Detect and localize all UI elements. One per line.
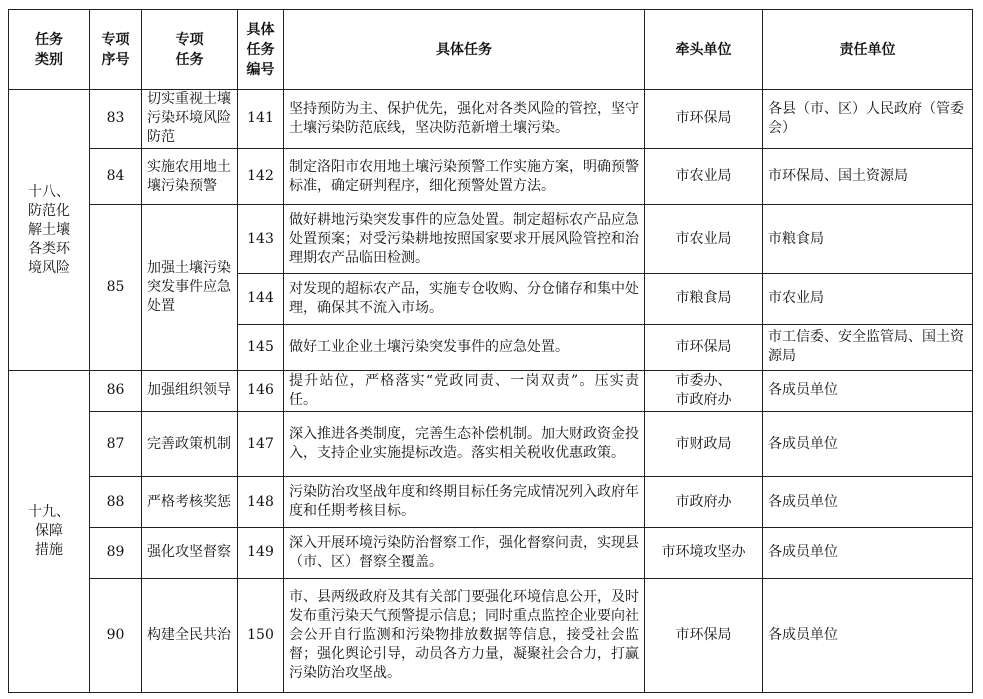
table-row	[9, 148, 973, 205]
lead-cell: 市环保局	[645, 324, 763, 371]
lead-cell: 市委办、 市政府办	[645, 371, 763, 411]
responsible-cell: 市粮食局	[763, 205, 973, 274]
task-no-cell: 150	[238, 578, 284, 692]
task-no-cell: 147	[238, 411, 284, 477]
item-no-cell: 89	[90, 528, 142, 579]
table-row	[9, 205, 973, 274]
item-task-cell: 加强组织领导	[142, 371, 238, 411]
item-task-cell: 构建全民共治	[142, 578, 238, 692]
task-desc-cell: 制定洛阳市农用地土壤污染预警工作实施方案，明确预警标准，确定研判程序，细化预警处置方法。	[284, 148, 645, 205]
item-task-cell: 切实重视土壤污染环境风险防范	[142, 90, 238, 149]
responsible-cell: 各成员单位	[763, 528, 973, 579]
item-task-cell: 实施农用地土壤污染预警	[142, 148, 238, 205]
table-row	[9, 477, 973, 528]
lead-cell: 市财政局	[645, 411, 763, 477]
task-no-cell: 149	[238, 528, 284, 579]
task-no-cell: 143	[238, 205, 284, 274]
responsible-cell: 市工信委、安全监管局、国土资源局	[763, 324, 973, 371]
lead-cell: 市农业局	[645, 148, 763, 205]
task-desc-cell: 深入推进各类制度，完善生态补偿机制。加大财政资金投入，支持企业实施提标改造。落实相关税收优惠政策。	[284, 411, 645, 477]
responsible-cell: 各成员单位	[763, 477, 973, 528]
lead-cell: 市环保局	[645, 578, 763, 692]
table-row	[9, 411, 973, 477]
lead-cell: 市环境攻坚办	[645, 528, 763, 579]
table-row	[9, 528, 973, 579]
task-desc-cell: 坚持预防为主、保护优先，强化对各类风险的管控，坚守土壤污染防范底线，坚决防范新增土壤污染。	[284, 90, 645, 149]
task-no-cell: 141	[238, 90, 284, 149]
task-desc-cell: 对发现的超标农产品，实施专仓收购、分仓储存和集中处理，确保其不流入市场。	[284, 274, 645, 325]
table-row	[9, 371, 973, 411]
item-no-cell: 90	[90, 578, 142, 692]
header-item-no: 专项 序号	[90, 10, 142, 90]
item-no-cell: 86	[90, 371, 142, 411]
item-no-cell: 85	[90, 205, 142, 371]
item-no-cell: 83	[90, 90, 142, 149]
lead-cell: 市粮食局	[645, 274, 763, 325]
lead-cell: 市环保局	[645, 90, 763, 149]
category-cell: 十八、 防范化 解土壤 各类环 境风险	[9, 90, 90, 371]
task-desc-cell: 污染防治攻坚战年度和终期目标任务完成情况列入政府年度和任期考核目标。	[284, 477, 645, 528]
header-task-no: 具体 任务 编号	[238, 10, 284, 90]
item-task-cell: 严格考核奖惩	[142, 477, 238, 528]
task-desc-cell: 提升站位，严格落实“党政同责、一岗双责”。压实责任。	[284, 371, 645, 411]
task-desc-cell: 市、县两级政府及其有关部门要强化环境信息公开，及时发布重污染天气预警提示信息；同时重点监控企业要向社会公开自行监测和污染物排放数据等信息，接受社会监督；强化舆论引导，动员各方力量，凝聚社会合力，打赢污染防治攻坚战。	[284, 578, 645, 692]
header-category: 任务 类别	[9, 10, 90, 90]
table-row	[9, 90, 973, 149]
item-no-cell: 88	[90, 477, 142, 528]
task-no-cell: 146	[238, 371, 284, 411]
header-lead: 牵头单位	[645, 10, 763, 90]
lead-cell: 市政府办	[645, 477, 763, 528]
task-table	[8, 9, 973, 693]
item-task-cell: 加强土壤污染突发事件应急处置	[142, 205, 238, 371]
category-cell: 十九、 保障 措施	[9, 371, 90, 693]
item-no-cell: 87	[90, 411, 142, 477]
header-item-task: 专项 任务	[142, 10, 238, 90]
item-task-cell: 强化攻坚督察	[142, 528, 238, 579]
task-no-cell: 142	[238, 148, 284, 205]
item-no-cell: 84	[90, 148, 142, 205]
task-desc-cell: 深入开展环境污染防治督察工作，强化督察问责，实现县（市、区）督察全覆盖。	[284, 528, 645, 579]
responsible-cell: 各成员单位	[763, 411, 973, 477]
table-row	[9, 578, 973, 692]
task-no-cell: 148	[238, 477, 284, 528]
header-responsible: 责任单位	[763, 10, 973, 90]
responsible-cell: 市农业局	[763, 274, 973, 325]
responsible-cell: 各成员单位	[763, 371, 973, 411]
header-task: 具体任务	[284, 10, 645, 90]
task-no-cell: 144	[238, 274, 284, 325]
lead-cell: 市农业局	[645, 205, 763, 274]
responsible-cell: 各成员单位	[763, 578, 973, 692]
task-desc-cell: 做好工业企业土壤污染突发事件的应急处置。	[284, 324, 645, 371]
responsible-cell: 各县（市、区）人民政府（管委会）	[763, 90, 973, 149]
item-task-cell: 完善政策机制	[142, 411, 238, 477]
responsible-cell: 市环保局、国土资源局	[763, 148, 973, 205]
task-desc-cell: 做好耕地污染突发事件的应急处置。制定超标农产品应急处置预案；对受污染耕地按照国家要求开展风险管控和治理期农产品临田检测。	[284, 205, 645, 274]
table-header-row	[9, 10, 973, 90]
task-no-cell: 145	[238, 324, 284, 371]
